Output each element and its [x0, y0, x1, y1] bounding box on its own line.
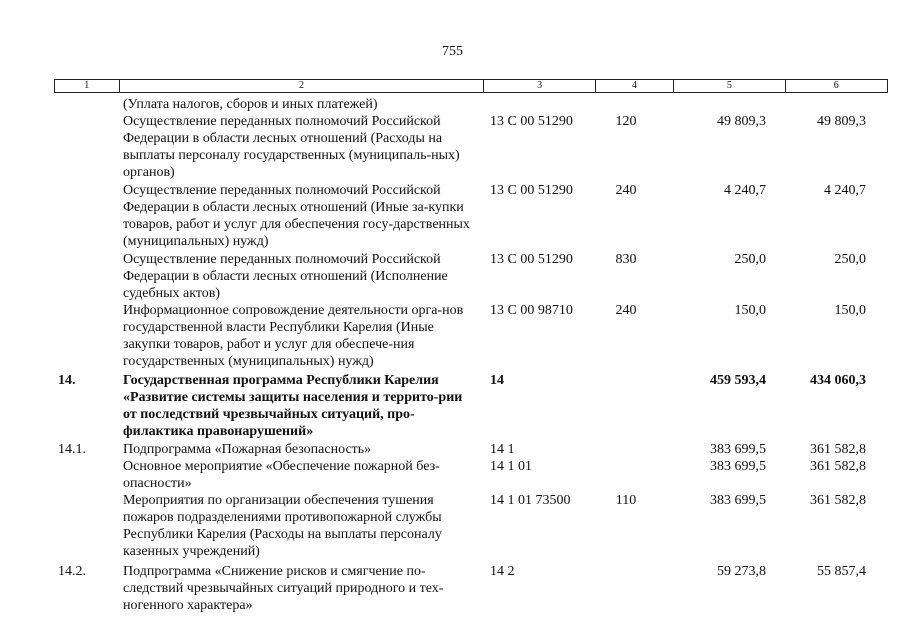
row-number: 14.1.	[58, 442, 86, 457]
table-header	[54, 79, 888, 93]
row-text: Подпрограмма «Пожарная безопасность»	[123, 442, 372, 457]
row-text: Государственная программа Республики Карелия «Развитие системы защиты населения и террито-рии от последствий чрезвычайных ситуаций, про-филактика правонарушений»	[123, 373, 463, 439]
row-value-5: 383 699,5	[710, 459, 766, 474]
row-text: Основное мероприятие «Обеспечение пожарной без-опасности»	[123, 459, 440, 491]
row-code: 13 С 00 51290	[490, 114, 573, 129]
row-code: 14 1	[490, 442, 515, 457]
row-value-5: 383 699,5	[710, 442, 766, 457]
row-type: 240	[615, 183, 637, 198]
row-text: (Уплата налогов, сборов и иных платежей)	[123, 97, 378, 112]
row-code: 14 1 01 73500	[490, 493, 571, 508]
header-col-6: 6	[833, 80, 839, 91]
row-value-6: 361 582,8	[810, 493, 866, 508]
row-value-5: 383 699,5	[710, 493, 766, 508]
row-type: 110	[615, 493, 637, 508]
row-value-6: 361 582,8	[810, 442, 866, 457]
row-type: 120	[615, 114, 637, 129]
row-value-5: 59 273,8	[717, 564, 766, 579]
row-type: 830	[615, 252, 637, 267]
row-value-6: 150,0	[834, 303, 866, 318]
row-number: 14.	[58, 373, 76, 388]
row-code: 14 2	[490, 564, 515, 579]
header-col-3: 3	[484, 80, 595, 92]
row-code: 13 С 00 51290	[490, 183, 573, 198]
header-col-2: 2	[120, 80, 485, 92]
row-code: 14	[490, 373, 504, 388]
row-text: Осуществление переданных полномочий Российской Федерации в области лесных отношений (Иные за-купки товаров, работ и услуг для обеспечения госу-дарственных (муниципальных) нужд)	[123, 183, 470, 249]
row-number: 14.2.	[58, 564, 86, 579]
row-value-5: 150,0	[734, 303, 766, 318]
header-col-1: 1	[55, 80, 120, 92]
row-code: 13 С 00 98710	[490, 303, 573, 318]
row-value-6: 250,0	[834, 252, 866, 267]
row-value-5: 459 593,4	[710, 373, 766, 388]
row-code: 14 1 01	[490, 459, 532, 474]
row-text: Мероприятия по организации обеспечения тушения пожаров подразделениями противопожарной службы Республики Карелия (Расходы на выплаты персоналу казенных учреждений)	[123, 493, 442, 559]
row-value-5: 250,0	[734, 252, 766, 267]
header-col-4: 4	[596, 80, 675, 92]
row-value-6: 434 060,3	[810, 373, 866, 388]
row-value-6: 49 809,3	[817, 114, 866, 129]
row-value-6: 55 857,4	[817, 564, 866, 579]
header-col-5: 5	[674, 80, 785, 92]
page-number: 755	[442, 44, 463, 59]
row-code: 13 С 00 51290	[490, 252, 573, 267]
row-value-6: 4 240,7	[824, 183, 866, 198]
row-value-5: 4 240,7	[724, 183, 766, 198]
row-text: Подпрограмма «Снижение рисков и смягчение по-следствий чрезвычайных ситуаций природного и тех-ногенного характера»	[123, 564, 444, 613]
row-type: 240	[615, 303, 637, 318]
row-text: Информационное сопровождение деятельности орга-нов государственной власти Республики Карелия (Иные закупки товаров, работ и услуг для обеспече-ния государственных (муниципальных) нужд)	[123, 303, 464, 369]
row-text: Осуществление переданных полномочий Российской Федерации в области лесных отношений (Расходы на выплаты персоналу государственных (муниципаль-ных) органов)	[123, 114, 460, 180]
row-text: Осуществление переданных полномочий Российской Федерации в области лесных отношений (Исполнение судебных актов)	[123, 252, 448, 301]
row-value-6: 361 582,8	[810, 459, 866, 474]
row-value-5: 49 809,3	[717, 114, 766, 129]
